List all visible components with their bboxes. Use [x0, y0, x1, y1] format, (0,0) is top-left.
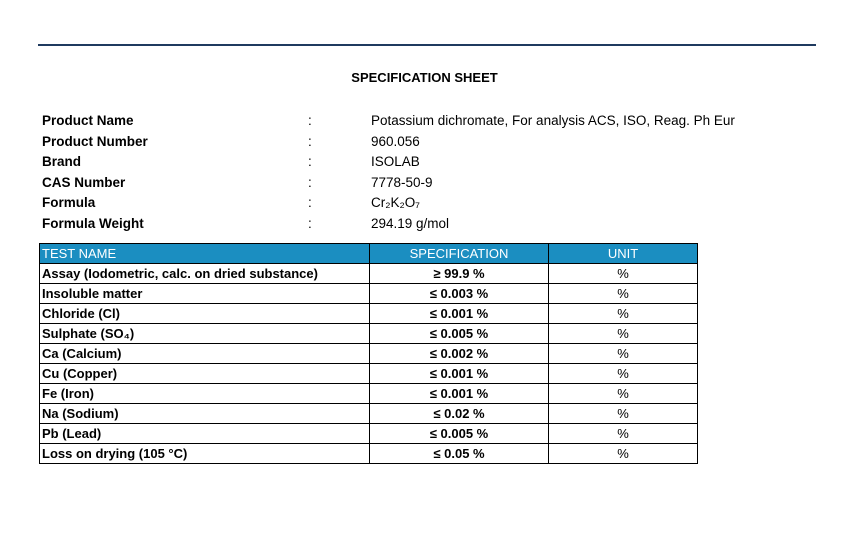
table-row — [40, 364, 698, 384]
info-colon: : — [308, 174, 312, 190]
table-row — [40, 384, 698, 404]
test-name-cell: Loss on drying (105 °C) — [40, 444, 370, 464]
unit-cell: % — [549, 384, 698, 404]
unit-cell: % — [549, 344, 698, 364]
info-value: Cr₂K₂O₇ — [371, 195, 420, 211]
unit-cell: % — [549, 324, 698, 344]
specification-cell: ≤ 0.002 % — [370, 344, 549, 364]
info-label: Product Name — [42, 113, 134, 128]
table-row — [40, 404, 698, 424]
specification-cell: ≤ 0.05 % — [370, 444, 549, 464]
test-name-cell: Pb (Lead) — [40, 424, 370, 444]
test-name-cell: Chloride (Cl) — [40, 304, 370, 324]
info-value: 294.19 g/mol — [371, 215, 450, 231]
specification-cell: ≤ 0.005 % — [370, 324, 549, 344]
test-name-cell: Assay (Iodometric, calc. on dried substance) — [40, 264, 370, 284]
table-row — [40, 264, 698, 284]
unit-cell: % — [549, 304, 698, 324]
unit-cell: % — [549, 424, 698, 444]
specification-cell: ≤ 0.001 % — [370, 304, 549, 324]
unit-cell: % — [549, 264, 698, 284]
info-label: Formula — [42, 195, 96, 211]
top-divider — [38, 44, 816, 46]
info-colon: : — [308, 195, 312, 211]
header-specification: SPECIFICATION — [370, 244, 549, 264]
unit-cell: % — [549, 404, 698, 424]
specification-cell: ≤ 0.005 % — [370, 424, 549, 444]
product-info — [42, 111, 802, 235]
table-row — [40, 324, 698, 344]
info-row-brand — [42, 152, 802, 173]
table-row — [40, 424, 698, 444]
specification-cell: ≤ 0.001 % — [370, 384, 549, 404]
info-row-formula-weight — [42, 214, 802, 235]
specification-cell: ≤ 0.003 % — [370, 284, 549, 304]
table-row — [40, 284, 698, 304]
specification-cell: ≥ 99.9 % — [370, 264, 549, 284]
info-value: 960.056 — [371, 133, 420, 149]
info-colon: : — [308, 215, 312, 231]
info-label: Brand — [42, 154, 82, 170]
test-name-cell: Ca (Calcium) — [40, 344, 370, 364]
info-colon: : — [308, 113, 312, 128]
specification-cell: ≤ 0.02 % — [370, 404, 549, 424]
info-label: Product Number — [42, 133, 148, 149]
page-title: SPECIFICATION SHEET — [351, 70, 498, 85]
info-colon: : — [308, 133, 312, 149]
info-value: Potassium dichromate, For analysis ACS, ISO, Reag. Ph Eur — [371, 113, 735, 128]
table-row — [40, 444, 698, 464]
table-row — [40, 344, 698, 364]
test-name-cell: Fe (Iron) — [40, 384, 370, 404]
info-row-cas-number — [42, 173, 802, 194]
info-value: ISOLAB — [371, 154, 420, 170]
unit-cell: % — [549, 364, 698, 384]
info-label: CAS Number — [42, 174, 126, 190]
header-unit: UNIT — [549, 244, 698, 264]
table-header-row — [40, 244, 698, 264]
info-value: 7778-50-9 — [371, 174, 433, 190]
test-name-cell: Sulphate (SO₄) — [40, 324, 370, 344]
info-colon: : — [308, 154, 312, 170]
header-test-name: TEST NAME — [40, 244, 370, 264]
info-row-product-name — [42, 111, 802, 132]
table-row — [40, 304, 698, 324]
test-name-cell: Insoluble matter — [40, 284, 370, 304]
info-label: Formula Weight — [42, 215, 144, 231]
unit-cell: % — [549, 284, 698, 304]
specification-cell: ≤ 0.001 % — [370, 364, 549, 384]
test-name-cell: Na (Sodium) — [40, 404, 370, 424]
info-row-formula — [42, 193, 802, 214]
info-row-product-number — [42, 132, 802, 153]
unit-cell: % — [549, 444, 698, 464]
specification-table — [39, 243, 698, 464]
test-name-cell: Cu (Copper) — [40, 364, 370, 384]
